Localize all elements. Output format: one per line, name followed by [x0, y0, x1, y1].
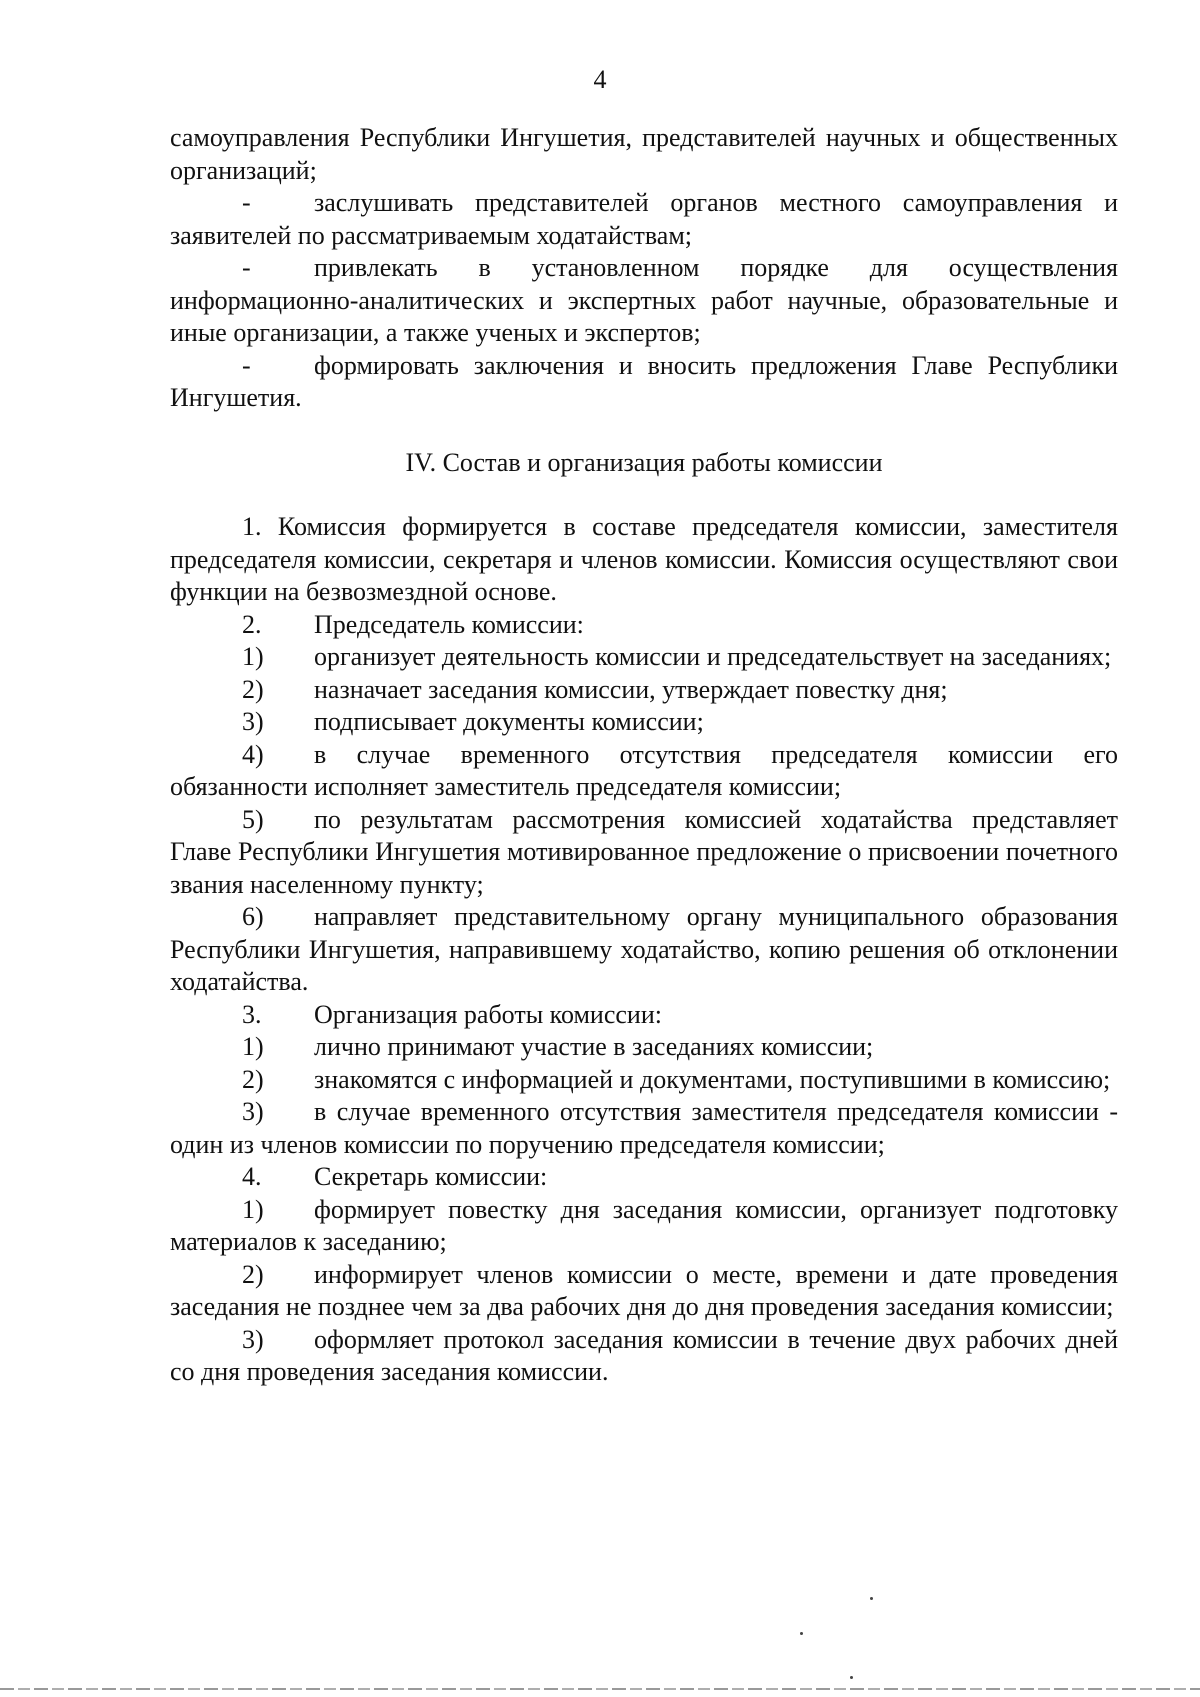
item-number: 6) [242, 902, 264, 931]
item-number: 1) [242, 1194, 264, 1224]
section-paragraph [170, 1064, 1118, 1097]
paragraph-text: самоуправления Республики Ингушетия, представителей научных и общественных организаций; [170, 123, 1118, 185]
section-paragraph [170, 706, 1118, 739]
item-number: 1) [242, 642, 264, 671]
paragraph-text: по результатам рассмотрения комиссией ходатайства представляет Главе Республики Ингушетия мотивированное предложение о присвоении почетного звания населенному пункту; [170, 804, 1118, 899]
paragraph-text: информирует членов комиссии о месте, времени и дате проведения заседания не позднее чем за два рабочих дня до дня проведения заседания комиссии; [170, 1259, 1118, 1321]
item-number: 2) [242, 1064, 264, 1094]
section-paragraph [170, 739, 1118, 804]
paragraph-text: заслушивать представителей органов местного самоуправления и заявителей по рассматриваемым ходатайствам; [170, 188, 1118, 250]
paragraph-text: в случае временного отсутствия заместителя председателя комиссии - один из членов комиссии по поручению председателя комиссии; [170, 1097, 1118, 1159]
section-paragraph [170, 1324, 1118, 1389]
item-number: 4) [242, 739, 264, 769]
paragraph-text: в случае временного отсутствия председателя комиссии его обязанности исполняет заместитель председателя комиссии; [170, 739, 1118, 801]
list-dash: - [242, 188, 251, 217]
item-number: 5) [242, 804, 264, 834]
item-number: 4. [242, 1162, 262, 1191]
section-paragraph [170, 641, 1118, 674]
intro-paragraph [170, 187, 1118, 252]
item-number: 2) [242, 1259, 264, 1289]
paragraph-text: направляет представительному органу муниципального образования Республики Ингушетия, направившему ходатайство, копию решения об отклонении ходатайства. [170, 902, 1118, 996]
scan-speck [870, 1597, 873, 1600]
section-block [170, 511, 1118, 1389]
paragraph-text: лично принимают участие в заседаниях комиссии; [314, 1032, 874, 1061]
list-dash: - [242, 253, 251, 282]
item-number: 3) [242, 1324, 264, 1354]
item-number: 3. [242, 999, 262, 1029]
paragraph-text: Председатель комиссии: [314, 609, 584, 639]
item-number: 1) [242, 1032, 264, 1061]
item-number: 2) [242, 674, 264, 704]
section-paragraph [170, 804, 1118, 902]
section-paragraph [170, 1096, 1118, 1161]
paragraph-text: формировать заключения и вносить предложения Главе Республики Ингушетия. [170, 350, 1118, 412]
scan-speck [800, 1632, 803, 1635]
document-body [170, 122, 1118, 1389]
intro-paragraph [170, 122, 1118, 187]
paragraph-text: оформляет протокол заседания комиссии в течение двух рабочих дней со дня проведения заседания комиссии. [170, 1324, 1118, 1386]
section-paragraph [170, 1161, 1118, 1194]
section-paragraph [170, 1031, 1118, 1064]
scan-speck [850, 1676, 853, 1679]
paragraph-text: Секретарь комиссии: [314, 1162, 548, 1191]
paragraph-text: привлекать в установленном порядке для осуществления информационно-аналитических и экспертных работ научные, образовательные и иные организации, а также ученых и экспертов; [170, 253, 1118, 347]
section-paragraph [170, 1194, 1118, 1259]
section-paragraph [170, 674, 1118, 707]
intro-block [170, 122, 1118, 415]
paragraph-text: знакомятся с информацией и документами, поступившими в комиссию; [314, 1064, 1111, 1094]
intro-paragraph [170, 350, 1118, 415]
paragraph-text: Организация работы комиссии: [314, 999, 662, 1029]
section-paragraph [170, 901, 1118, 999]
intro-paragraph [170, 252, 1118, 350]
list-dash: - [242, 350, 251, 380]
section-paragraph [170, 1259, 1118, 1324]
item-number: 2. [242, 609, 262, 639]
item-number: 3) [242, 707, 264, 736]
paragraph-text: назначает заседания комиссии, утверждает повестку дня; [314, 674, 948, 704]
paragraph-text: организует деятельность комиссии и председательствует на заседаниях; [314, 642, 1112, 671]
section-paragraph [170, 609, 1118, 642]
paragraph-text: 1. Комиссия формируется в составе председателя комиссии, заместителя председателя комиссии, секретаря и членов комиссии. Комиссия осуществляют свои функции на безвозмездной основе. [170, 512, 1118, 606]
section-paragraph [170, 511, 1118, 609]
paragraph-text: формирует повестку дня заседания комиссии, организует подготовку материалов к заседанию; [170, 1194, 1118, 1256]
page-number: 4 [593, 65, 607, 94]
section-heading: IV. Состав и организация работы комиссии [405, 447, 883, 477]
scan-edge-line [0, 1688, 1200, 1690]
item-number: 3) [242, 1097, 264, 1126]
paragraph-text: подписывает документы комиссии; [314, 707, 704, 736]
section-paragraph [170, 999, 1118, 1032]
